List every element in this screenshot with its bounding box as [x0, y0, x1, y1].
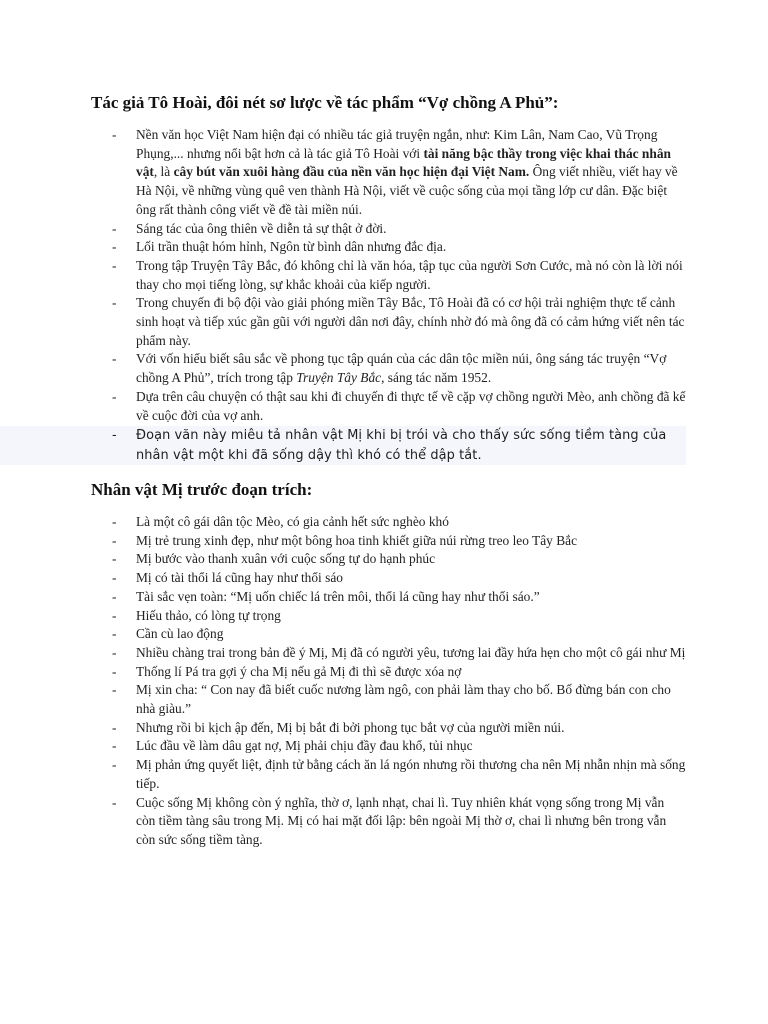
bullet-dash: - — [112, 626, 117, 642]
list-item — [0, 569, 686, 588]
bullet-dash: - — [112, 794, 117, 810]
bullet-dash: - — [112, 220, 117, 236]
list-item — [0, 350, 686, 387]
item-text: Thống lí Pá tra gợi ý cha Mị nếu gả Mị đi thì sẽ được xóa nợ — [136, 663, 462, 679]
list-item — [0, 737, 686, 756]
list-item — [0, 588, 686, 607]
bullet-dash: - — [112, 239, 117, 255]
bullet-dash: - — [112, 607, 117, 623]
list-item — [0, 756, 686, 793]
item-text: Là một cô gái dân tộc Mèo, có gia cảnh hết sức nghèo khó — [136, 514, 449, 529]
list-item — [0, 663, 686, 682]
bullet-dash: - — [112, 588, 117, 604]
list-item — [0, 794, 686, 850]
item-text: Lối trần thuật hóm hỉnh, Ngôn từ bình dân nhưng đắc địa. — [136, 239, 447, 255]
item-text: Trong tập Truyện Tây Bắc, đó không chỉ là văn hóa, tập tục của người Sơn Cước, mà nó còn là lời nói thay cho mọi tiếng lòng, sự khắc khoải của kiếp người. — [136, 257, 683, 292]
bold-phrase: cây bút văn xuôi hàng đầu của nền văn học hiện đại Việt Nam. — [173, 164, 530, 180]
item-text: Nền văn học Việt Nam hiện đại có nhiều tác giả truyện ngắn, như: Kim Lân, Nam Cao, Vũ Trọng Phụng,... nhưng nổi bật hơn cả là tác giả Tô Hoài với — [136, 127, 658, 161]
bold-phrase: tài năng bậc thầy trong việc khai thác nhân vật — [136, 145, 671, 180]
list-item — [0, 238, 686, 257]
list-item — [0, 532, 686, 551]
character-bullet-list — [0, 513, 768, 850]
bullet-dash: - — [112, 551, 117, 567]
list-item — [0, 294, 686, 350]
item-text: Sáng tác của ông thiên về diễn tả sự thật ở đời. — [136, 220, 387, 236]
list-item — [0, 719, 686, 738]
bullet-dash: - — [112, 388, 117, 404]
item-text: Đoạn văn này miêu tả nhân vật Mị khi bị trói và cho thấy sức sống tiềm tàng của nhân vật một khi đã sống dậy thì khó có thể dập tắt. — [136, 428, 667, 463]
list-item — [0, 388, 686, 425]
bullet-dash: - — [112, 351, 117, 367]
bullet-dash: - — [112, 257, 117, 273]
bullet-dash: - — [112, 644, 117, 660]
bullet-dash: - — [112, 719, 117, 735]
item-text: Mị xin cha: “ Con nay đã biết cuốc nương làm ngô, con phải làm thay cho bố. Bố đừng bán con cho nhà giàu.” — [136, 682, 671, 717]
section-heading-character: Nhân vật Mị trước đoạn trích: — [91, 480, 313, 499]
author-bullet-list — [0, 126, 768, 465]
item-text: Nhiều chàng trai trong bản đề ý Mị, Mị đã có người yêu, tương lai đầy hứa hẹn cho một cô gái như Mị — [136, 644, 686, 660]
item-text: Với vốn hiểu biết sâu sắc về phong tục tập quán của các dân tộc miền núi, ông sáng tác truyện “Vợ chồng A Phủ”, trích trong tập — [136, 351, 667, 386]
bullet-dash: - — [112, 127, 117, 142]
item-text: Cần cù lao động — [136, 626, 224, 642]
list-item — [0, 644, 686, 663]
bullet-dash: - — [112, 570, 117, 586]
bullet-dash: - — [112, 295, 117, 311]
list-item — [0, 220, 686, 239]
bullet-dash: - — [112, 428, 117, 444]
item-text: Nhưng rồi bi kịch ập đến, Mị bị bắt đi bởi phong tục bắt vợ của người miền núi. — [136, 719, 565, 735]
item-text: Hiếu thảo, có lòng tự trọng — [136, 607, 281, 623]
bullet-dash: - — [112, 514, 117, 529]
list-item — [0, 513, 686, 532]
section-heading-author: Tác giả Tô Hoài, đôi nét sơ lược về tác phẩm “Vợ chồng A Phủ”: — [91, 93, 559, 112]
list-item — [0, 126, 686, 220]
item-text: , là — [153, 164, 174, 180]
item-text: Dựa trên câu chuyện có thật sau khi đi chuyến đi thực tế về cặp vợ chồng người Mèo, anh chồng đã kể về cuộc đời của vợ anh. — [136, 388, 686, 423]
item-text: Mị trẻ trung xinh đẹp, như một bông hoa tinh khiết giữa núi rừng treo leo Tây Bắc — [136, 532, 578, 548]
list-item-highlighted — [0, 426, 686, 465]
bullet-dash: - — [112, 757, 117, 773]
list-item — [0, 550, 686, 569]
item-text: Mị có tài thổi lá cũng hay như thổi sáo — [136, 570, 343, 586]
item-text: Ông viết nhiều, viết hay về Hà Nội, về những vùng quê ven thành Hà Nội, viết về cuộc sống của mọi tầng lớp cư dân. Đặc biệt ông rất thành công viết về đề tài miền núi. — [136, 164, 678, 217]
bullet-dash: - — [112, 663, 117, 679]
list-item — [0, 681, 686, 718]
list-item — [0, 625, 686, 644]
bullet-dash: - — [112, 682, 117, 698]
italic-title: Truyện Tây Bắc — [296, 370, 382, 386]
item-text: Mị bước vào thanh xuân với cuộc sống tự do hạnh phúc — [136, 551, 436, 567]
list-item — [0, 257, 686, 294]
bullet-dash: - — [112, 738, 117, 754]
item-text: Tài sắc vẹn toàn: “Mị uốn chiếc lá trên môi, thổi lá cũng hay như thổi sáo.” — [136, 588, 540, 604]
item-text: Trong chuyến đi bộ đội vào giải phóng miền Tây Bắc, Tô Hoài đã có cơ hội trải nghiệm thực tế cảnh sinh hoạt và tiếp xúc gần gũi với người dân nơi đây, chính nhờ đó mà ông đã có cảm hứng viết nên tác phẩm này. — [136, 295, 685, 348]
list-item — [0, 607, 686, 626]
item-text: Lúc đầu về làm dâu gạt nợ, Mị phải chịu đầy đau khổ, tủi nhục — [136, 738, 473, 754]
bullet-dash: - — [112, 532, 117, 548]
item-text: Mị phản ứng quyết liệt, định tử bằng cách ăn lá ngón nhưng rồi thương cha nên Mị nhẫn nhịn mà sống tiếp. — [136, 757, 686, 791]
item-text: Cuộc sống Mị không còn ý nghĩa, thờ ơ, lạnh nhạt, chai lì. Tuy nhiên khát vọng sống trong Mị vẫn còn tiềm tàng sâu trong Mị. Mị có hai mặt đối lập: bên ngoài Mị thờ ơ, chai lì nhưng bên trong vẫn còn sức sống tiềm tàng. — [136, 794, 667, 847]
item-text: , sáng tác năm 1952. — [381, 370, 492, 386]
